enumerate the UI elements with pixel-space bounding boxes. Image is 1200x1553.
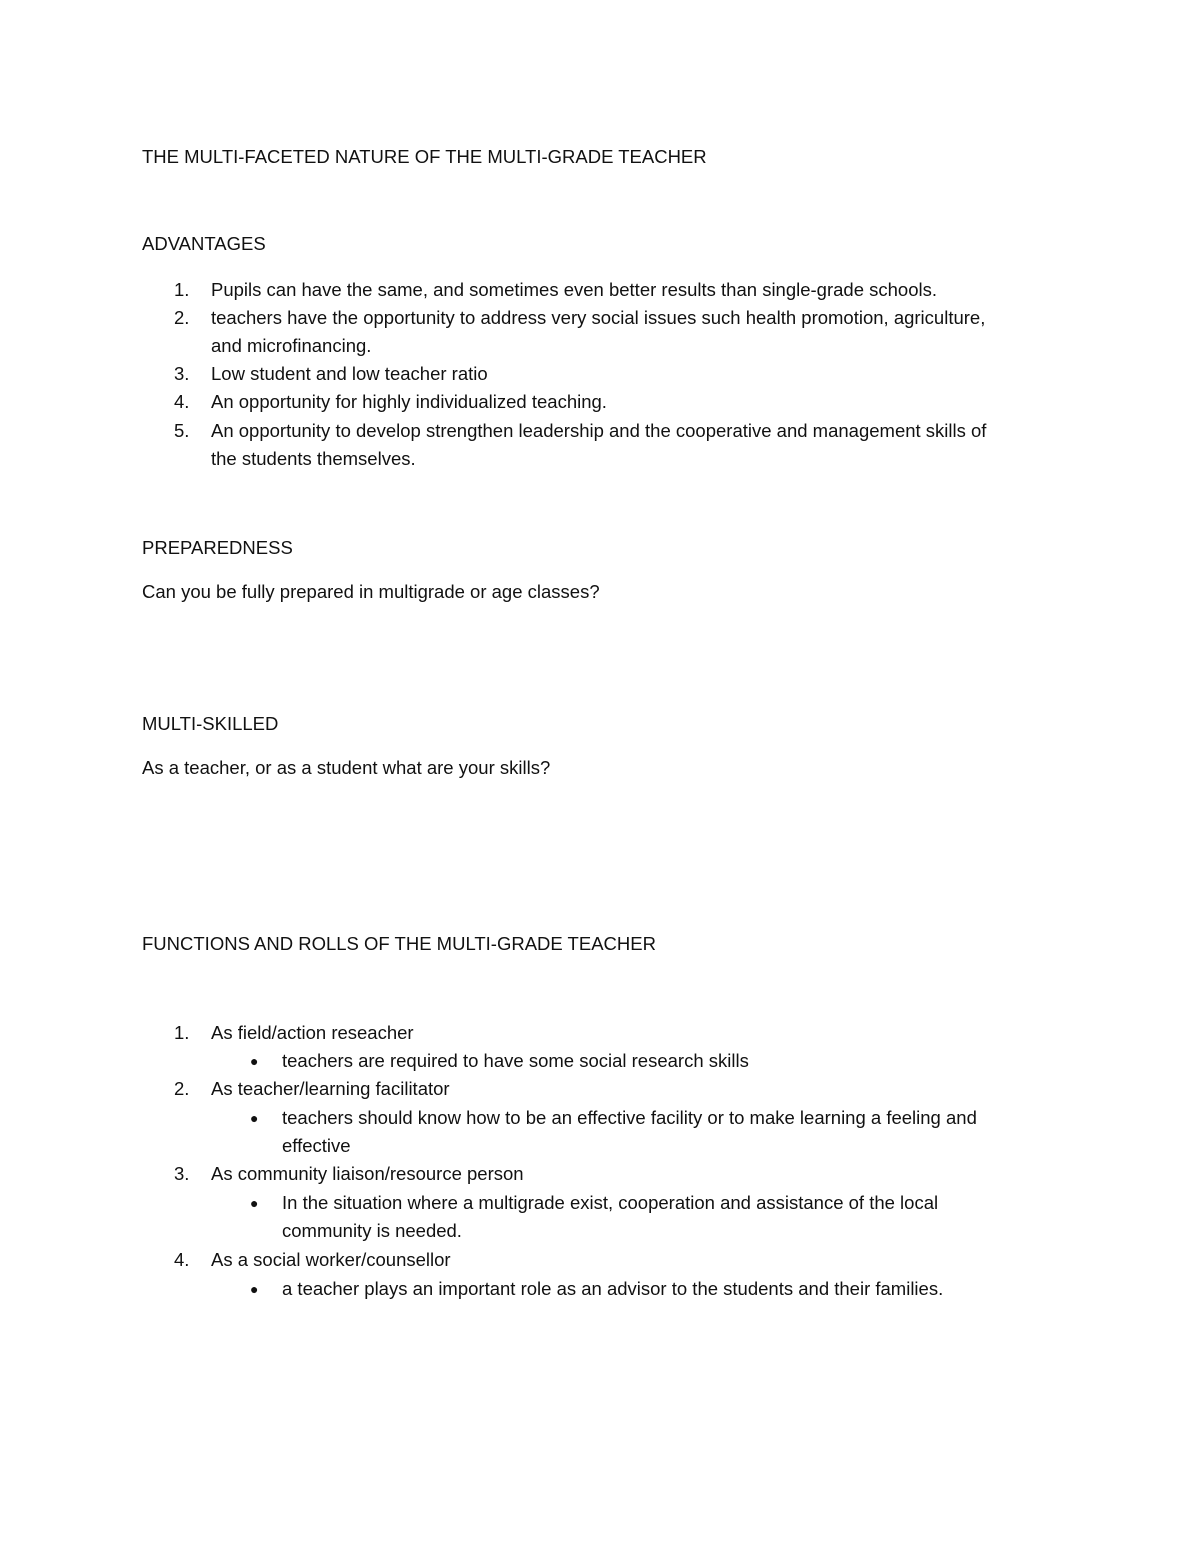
list-number: 2.	[174, 1078, 190, 1099]
multi-skilled-question: As a teacher, or as a student what are your skills?	[142, 757, 551, 778]
sub-item-text: In the situation where a multigrade exist, cooperation and assistance of the local	[282, 1192, 939, 1213]
sub-item-text: teachers should know how to be an effective facility or to make learning a feeling and	[282, 1107, 977, 1128]
list-item-text: Pupils can have the same, and sometimes even better results than single-grade schools.	[211, 279, 938, 300]
preparedness-heading: PREPAREDNESS	[142, 537, 293, 558]
sub-item-text-continued: effective	[282, 1135, 351, 1156]
list-item-text-continued: and microfinancing.	[211, 335, 372, 356]
bullet-icon: ●	[250, 1195, 259, 1211]
list-item-text: An opportunity to develop strengthen leadership and the cooperative and management skills of	[211, 420, 987, 441]
bullet-icon: ●	[250, 1053, 259, 1069]
bullet-icon: ●	[250, 1281, 259, 1297]
sub-item-text-continued: community is needed.	[282, 1220, 462, 1241]
list-number: 4.	[174, 1249, 190, 1270]
list-number: 3.	[174, 1163, 190, 1184]
list-item-text: As a social worker/counsellor	[211, 1249, 451, 1270]
list-item-text: As community liaison/resource person	[211, 1163, 524, 1184]
list-item-text: As teacher/learning facilitator	[211, 1078, 450, 1099]
bullet-icon: ●	[250, 1110, 259, 1126]
list-item-text-continued: the students themselves.	[211, 448, 416, 469]
list-item-text: Low student and low teacher ratio	[211, 363, 488, 384]
list-item-text: An opportunity for highly individualized teaching.	[211, 391, 607, 412]
sub-item-text: teachers are required to have some social research skills	[282, 1050, 749, 1071]
preparedness-question: Can you be fully prepared in multigrade or age classes?	[142, 581, 600, 602]
list-number: 1.	[174, 279, 190, 300]
list-number: 4.	[174, 391, 190, 412]
document-title: THE MULTI-FACETED NATURE OF THE MULTI-GRADE TEACHER	[142, 146, 707, 167]
list-number: 2.	[174, 307, 190, 328]
list-number: 3.	[174, 363, 190, 384]
list-item-text: As field/action reseacher	[211, 1022, 414, 1043]
list-number: 1.	[174, 1022, 190, 1043]
list-number: 5.	[174, 420, 190, 441]
sub-item-text: a teacher plays an important role as an advisor to the students and their families.	[282, 1278, 944, 1299]
functions-heading: FUNCTIONS AND ROLLS OF THE MULTI-GRADE TEACHER	[142, 933, 656, 954]
advantages-heading: ADVANTAGES	[142, 233, 266, 254]
multi-skilled-heading: MULTI-SKILLED	[142, 713, 279, 734]
list-item-text: teachers have the opportunity to address very social issues such health promotion, agriculture,	[211, 307, 986, 328]
